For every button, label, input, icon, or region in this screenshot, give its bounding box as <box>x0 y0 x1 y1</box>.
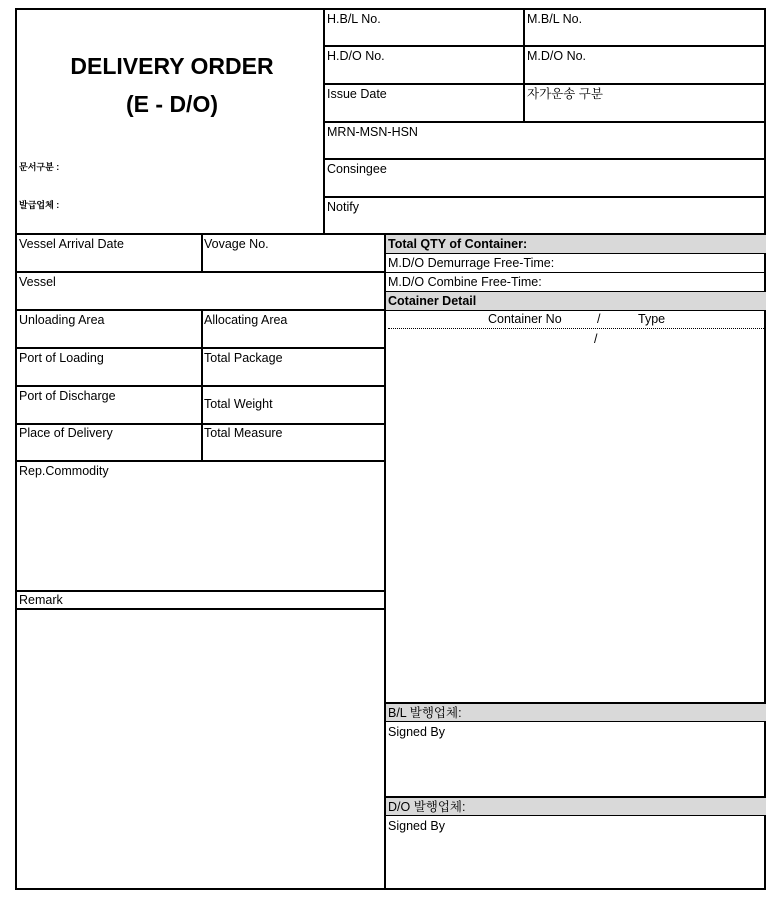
divider <box>386 721 766 722</box>
divider <box>17 309 384 311</box>
divider <box>386 272 766 273</box>
port-of-discharge-label: Port of Discharge <box>19 389 116 403</box>
divider <box>17 608 384 610</box>
container-slash-header: / <box>597 312 601 326</box>
signed-by-bl-label: Signed By <box>388 725 445 739</box>
divider <box>323 45 766 47</box>
divider <box>323 83 766 85</box>
doc-type-label: 문서구분 : <box>19 162 60 172</box>
divider <box>386 310 766 311</box>
container-no-header: Container No <box>488 312 562 326</box>
hbl-no-label: H.B/L No. <box>327 12 381 26</box>
total-qty-label: Total QTY of Container: <box>388 237 528 251</box>
divider <box>17 423 384 425</box>
port-of-loading-label: Port of Loading <box>19 351 104 365</box>
divider <box>17 233 766 235</box>
divider <box>384 234 386 890</box>
divider <box>17 347 384 349</box>
document-title: DELIVERY ORDER <box>70 53 274 79</box>
mdo-no-label: M.D/O No. <box>527 49 587 63</box>
divider <box>17 460 384 462</box>
divider <box>17 590 384 592</box>
type-header: Type <box>638 312 666 326</box>
divider <box>386 702 766 704</box>
mbl-no-label: M.B/L No. <box>527 12 583 26</box>
divider <box>17 271 384 273</box>
divider <box>201 234 203 272</box>
divider <box>523 10 525 123</box>
divider <box>386 253 766 254</box>
divider <box>323 196 766 198</box>
mrn-label: MRN-MSN-HSN <box>327 125 418 139</box>
divider <box>323 121 766 123</box>
rep-commodity-label: Rep.Commodity <box>19 464 109 478</box>
self-transport-label: 자가운송 구분 <box>527 87 603 101</box>
signed-by-do-label: Signed By <box>388 819 445 833</box>
issue-date-label: Issue Date <box>327 87 387 101</box>
vessel-arrival-date-label: Vessel Arrival Date <box>19 237 124 251</box>
notify-label: Notify <box>327 200 359 214</box>
demurrage-label: M.D/O Demurrage Free-Time: <box>388 256 555 270</box>
issuer-label: 발급업체 : <box>19 200 60 210</box>
total-measure-label: Total Measure <box>204 426 283 440</box>
total-package-label: Total Package <box>204 351 283 365</box>
vessel-label: Vessel <box>19 275 56 289</box>
delivery-order-form <box>15 8 766 890</box>
unloading-area-label: Unloading Area <box>19 313 105 327</box>
place-of-delivery-label: Place of Delivery <box>19 426 113 440</box>
divider <box>386 291 766 292</box>
divider <box>323 158 766 160</box>
document-subtitle: (E - D/O) <box>126 91 218 117</box>
divider <box>17 385 384 387</box>
consignee-label: Consingee <box>327 162 387 176</box>
remark-label: Remark <box>19 593 63 607</box>
allocating-area-label: Allocating Area <box>204 313 288 327</box>
combine-label: M.D/O Combine Free-Time: <box>388 275 542 289</box>
divider <box>386 815 766 816</box>
do-issuer-label: D/O 발행업체: <box>388 800 466 814</box>
dotted-divider <box>388 328 764 329</box>
bl-issuer-label: B/L 발행업체: <box>388 706 462 720</box>
hdo-no-label: H.D/O No. <box>327 49 385 63</box>
container-row-slash: / <box>594 332 598 346</box>
container-detail-label: Cotainer Detail <box>388 294 477 308</box>
voyage-no-label: Vovage No. <box>204 237 269 251</box>
divider <box>386 796 766 798</box>
total-weight-label: Total Weight <box>204 397 273 411</box>
